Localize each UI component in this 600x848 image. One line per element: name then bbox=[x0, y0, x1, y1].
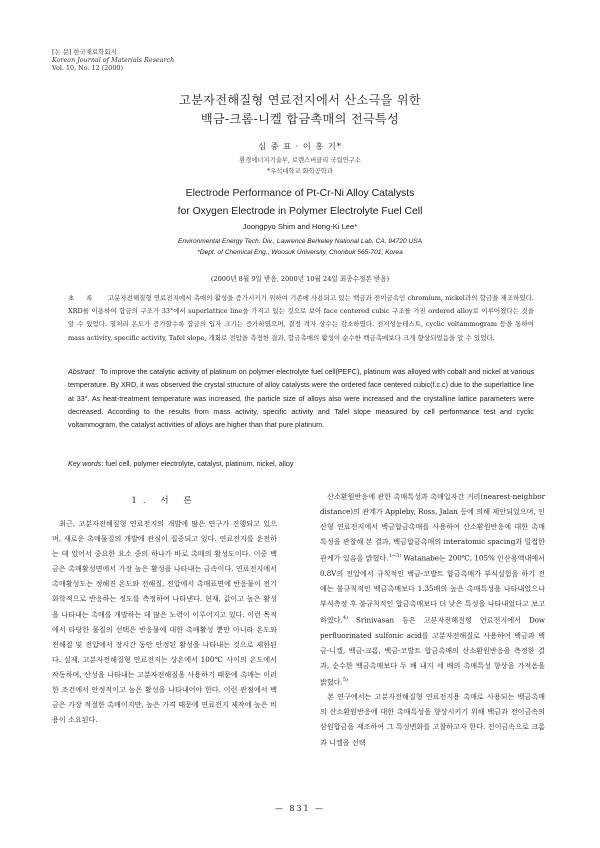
right-column-paragraph-1 bbox=[320, 489, 545, 689]
citation-ref-2: 4) bbox=[342, 615, 348, 622]
citation-ref-3: 5) bbox=[342, 676, 348, 683]
korean-authors: 심 중 표 · 이 홍 기* bbox=[258, 141, 342, 151]
english-affiliation-1: Environmental Energy Tech. Div., Lawrence Berkeley National Lab, CA, 94720 USA bbox=[177, 238, 423, 245]
korean-abstract bbox=[68, 292, 534, 345]
english-affiliations bbox=[0, 236, 600, 258]
korean-affiliations bbox=[0, 156, 600, 177]
journal-name-english: Korean Journal of Materials Research bbox=[52, 56, 175, 65]
keywords bbox=[68, 460, 534, 468]
section-heading-introduction: 1. 서 론 bbox=[131, 496, 198, 506]
right-column bbox=[320, 489, 545, 750]
english-abstract-label: Abstract bbox=[68, 368, 95, 376]
left-column bbox=[52, 516, 277, 727]
english-affiliation-2: *Dept. of Chemical Eng., Woosuk University, Chonbuk 565-701, Korea bbox=[197, 249, 403, 257]
english-title bbox=[0, 185, 600, 220]
korean-affiliation-1: 환경에너지기술부, 로렌스버클리 국립연구소 bbox=[239, 157, 361, 164]
korean-affiliation-2: *우석대학교 화학공학과 bbox=[267, 167, 333, 175]
english-title-line1: Electrode Performance of Pt-Cr-Ni Alloy Catalysts bbox=[185, 188, 415, 199]
korean-title-line2: 백금-크롬-니켈 합금촉매의 전극특성 bbox=[200, 112, 400, 126]
english-abstract-text: To improve the catalytic activity of platinum on polymer electrolyte fuel cell(PEFC), platinum was alloyed with cobalt and nickel at various temperature. By XRD, it was observed the crystal structure of alloy catalysts were the ordered face centered cubic(f.c.c) due to the superlattice line at 33°. As heat-treatment temperature was increased, the particle size of alloys also were increased and the crystalline lattice parameters were decreased. According to the results from mass activity, specific activity and Tafel slope measured by cell performance test and cyclic voltammogram, the catalyst activities of alloys are higher than that pure platinum. bbox=[68, 368, 534, 430]
right-text-3: Srinivasan 등은 고분자전해질형 연료전지에서 Dow perfluorinated sulfonic acid를 고분자전해질로 사용하여 백금과 백금-니켈, 백금-크롬, 백금-코발트 합금촉매의 산소환원반응을 측정한 결과, 순수한 백금촉매보다 두 배 내지 세 배의 촉매특성 향상을 가져옴을 밝혔다. bbox=[320, 615, 545, 687]
korean-title bbox=[0, 91, 600, 129]
journal-volume: Vol. 10, No. 12 (2000) bbox=[52, 64, 123, 73]
right-text-1: 산소환원반응에 관한 촉매특성과 촉매입자간 거리(nearest-neighbor distance)의 관계가 Appleby, Ross, Jalan 등에 의해 제안되었으며, 인산형 연료전지에서 백금합금촉매를 사용하여 산소환원반응에 대한 촉매특성을 관찰해 본 결과, 백금합금촉매의 interatomic spacing과 밀접한 관계가 있음을 밝혔다. bbox=[320, 492, 545, 563]
received-dates: (2000년 8월 9일 받음, 2000년 10월 24일 최종수정본 받음) bbox=[210, 275, 390, 283]
journal-header bbox=[52, 48, 174, 73]
korean-title-line1: 고분자전해질형 연료전지에서 산소극을 위한 bbox=[179, 93, 421, 107]
page-number: — 831 — bbox=[274, 804, 326, 813]
korean-abstract-label: 초 록 bbox=[68, 294, 98, 302]
korean-abstract-text: 고분자전해질형 연료전지에서 촉매의 활성을 증가시키기 위하여 기존에 사용되고 있는 백금과 전이금속인 chromium, nickel과의 합금을 제조하였다. XRD를 이용하여 합금의 구조가 33°에서 superlattice line을 가지고 있는 것으로 보아 face centered cubic 구조를 가진 ordered alloy로 이루어졌다는 것을 알 수 있었다. 열처리 온도가 증가할수록 합금의 입자 크기는 증가하였으며, 결정 격자 상수는 감소하였다. 전지성능테스트, cyclic voltammogram 등을 통하여 mass activity, specific activity, Tafel slope, 개회로 전압을 측정한 결과, 합금촉매의 활성이 순수한 백금촉매보다 크게 향상되었음을 알 수 있었다. bbox=[68, 294, 534, 342]
english-authors: Joongpyo Shim and Hong-Ki Lee* bbox=[242, 222, 358, 231]
right-text-2: Watanabe는 200℃, 105% 인산용액내에서 0.8V의 전압에서 규칙적인 백금-코발트 합금촉매가 부식실험을 하기 전에는 불규칙적인 백금촉매보다 1.35배의 높은 촉매특성을 나타내었으나 부식측정 후 불규칙적인 합금촉매보다 더 낮은 특성을 나타내었다고 보고하였다. bbox=[320, 553, 545, 625]
english-title-line2: for Oxygen Electrode in Polymer Electrolyte Fuel Cell bbox=[177, 205, 423, 217]
keywords-text: : fuel cell, polymer electrolyte, catalyst, platinum, nickel, alloy bbox=[101, 460, 294, 468]
journal-name-korean: [논 문] 한국재료학회지 bbox=[52, 48, 117, 56]
keywords-label: Key words bbox=[68, 460, 102, 468]
right-column-paragraph-2: 본 연구에서는 고분자전해질형 연료전지용 촉매로 사용되는 백금촉매의 산소환원반응에 대한 촉매특성을 향상시키기 위해 백금과 전이금속의 삼원합금을 제조하여 그 특성변화를 고찰하고자 한다. 전이금속으로 크롬과 니켈을 선택 bbox=[320, 692, 545, 747]
english-abstract bbox=[68, 366, 534, 432]
left-column-paragraph: 최근, 고분자전해질형 연료전지의 개발에 많은 연구가 진행되고 있으며, 새로운 촉매물질의 개발에 관심이 집중되고 있다. 연료전지를 운전하는 데 있어서 중요한 요소 중의 하나가 바로 촉매의 활성도이다. 이중 백금은 촉매활성면에서 가장 높은 활성을 나타내는 금속이다. 연료전지에서 촉매활성도는 정해진 온도와 전해질, 전압에서 촉매표면에 반응물이 전기화학적으로 반응하는 정도를 측정하여 나타낸다. 현재, 값이고 높은 활성을 나타내는 촉매를 개발하는 데 많은 노력이 이루어지고 있다. 이런 목적에서 타당한 물질의 선택은 반응물에 대한 촉매활성 뿐만 아니라 온도와 전해질 및 전압에서 장시간 동안 안정된 활성을 나타내는 것으로 제한된다. 실제, 고분자전해질형 연료전지는 상온에서 100℃ 사이의 온도에서 작동하며, 산성을 나타내는 고분자전해질을 사용하기 때문에 촉매는 이러한 조건에서 안정적이고 높은 활성을 나타내어야 한다. 이런 관점에서 백금은 가장 적절한 촉매이지만, 높은 가격 때문에 연료전지 제작에 높은 비용이 소요된다. bbox=[52, 519, 277, 725]
citation-ref-1: 1~3) bbox=[388, 553, 402, 560]
